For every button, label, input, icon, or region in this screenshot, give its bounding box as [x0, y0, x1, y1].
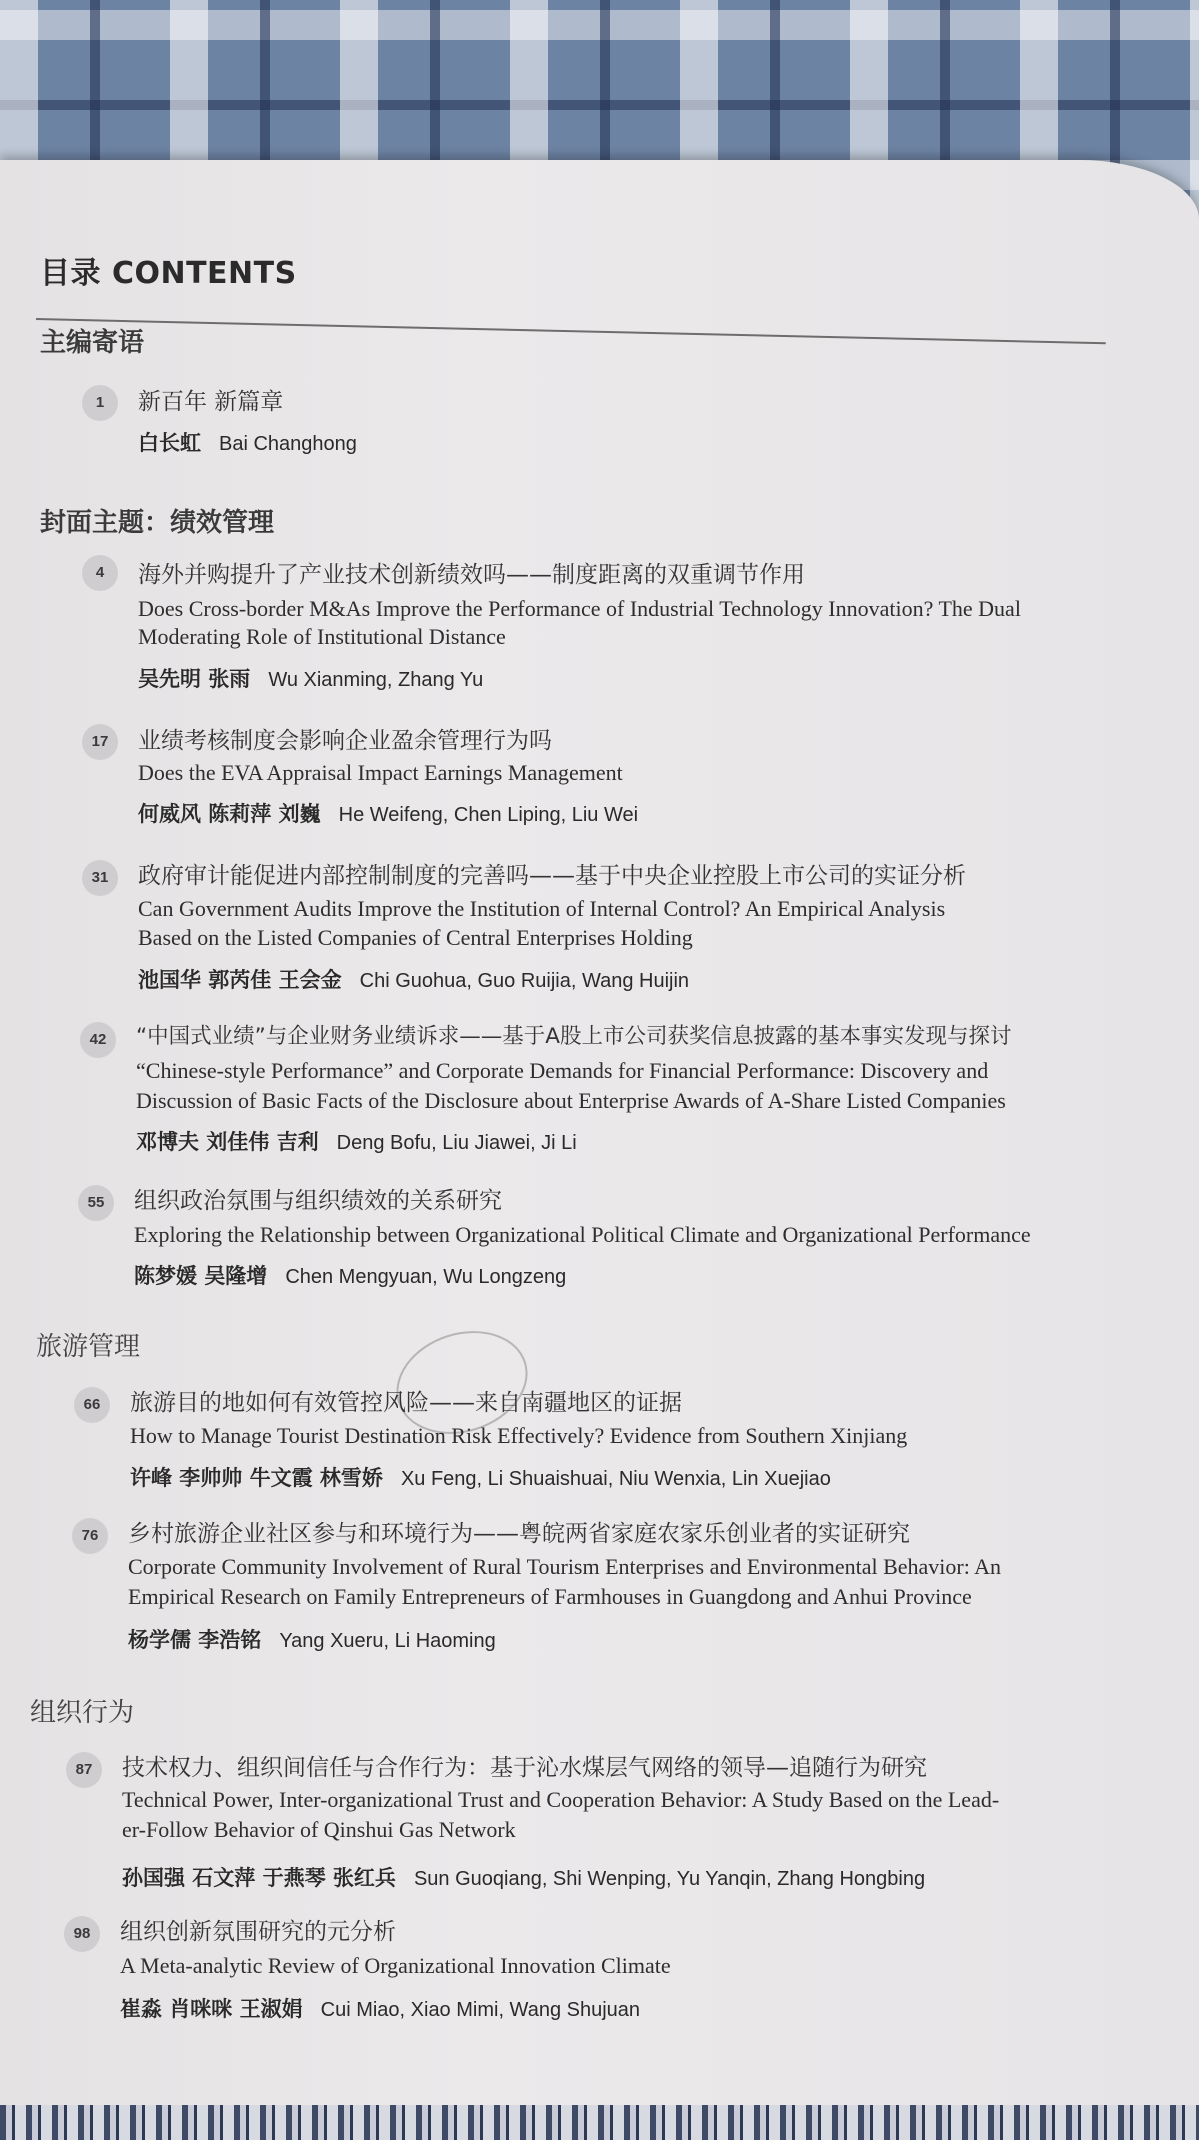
page-number: 42	[80, 1022, 116, 1058]
entry-authors	[134, 1260, 566, 1290]
entry-authors	[138, 964, 689, 994]
entry-title-cn: 组织政治氛围与组织绩效的关系研究	[134, 1188, 502, 1214]
entry-title-cn: 组织创新氛围研究的元分析	[120, 1919, 396, 1945]
page-number: 4	[82, 555, 118, 591]
entry-title-en-line: How to Manage Tourist Destination Risk Effectively? Evidence from Southern Xinjiang	[130, 1423, 908, 1448]
entry-title-en-line: “Chinese-style Performance” and Corporate Demands for Financial Performance: Discovery and	[136, 1058, 989, 1083]
authors-cn: 崔淼 肖咪咪 王淑娟	[120, 1997, 303, 2021]
entry-authors	[138, 663, 483, 693]
page-number: 31	[82, 860, 118, 896]
authors-cn: 陈梦媛 吴隆增	[134, 1264, 268, 1288]
entry-authors	[122, 1862, 925, 1892]
authors-cn: 杨学儒 李浩铭	[128, 1628, 262, 1652]
authors-en: Bai Changhong	[219, 433, 357, 455]
entry-title-en-line: Moderating Role of Institutional Distance	[138, 624, 506, 649]
entry-title-en-line: er-Follow Behavior of Qinshui Gas Network	[122, 1817, 516, 1842]
authors-en: Yang Xueru, Li Haoming	[279, 1630, 496, 1652]
authors-en: Cui Miao, Xiao Mimi, Wang Shujuan	[320, 1999, 641, 2021]
page-number: 1	[82, 385, 118, 421]
entry-authors	[128, 1624, 496, 1654]
page-number: 55	[78, 1185, 114, 1221]
authors-cn: 吴先明 张雨	[138, 667, 251, 691]
entry-title-cn: 业绩考核制度会影响企业盈余管理行为吗	[138, 728, 552, 754]
page-number: 98	[64, 1916, 100, 1952]
section-heading-performance: 封面主题：绩效管理	[40, 508, 275, 538]
authors-en: He Weifeng, Chen Liping, Liu Wei	[338, 804, 639, 826]
page-number: 66	[74, 1387, 110, 1423]
entry-title-cn: 政府审计能促进内部控制制度的完善吗——基于中央企业控股上市公司的实证分析	[138, 863, 966, 889]
entry-title-en-line: A Meta-analytic Review of Organizational Innovation Climate	[120, 1953, 671, 1978]
cloth-edge-strip	[0, 2105, 1199, 2140]
authors-cn: 白长虹	[138, 431, 201, 455]
entry-title-en-line: Exploring the Relationship between Organizational Political Climate and Organizational Performance	[134, 1222, 1031, 1247]
authors-en: Xu Feng, Li Shuaishuai, Niu Wenxia, Lin Xuejiao	[400, 1468, 831, 1490]
section-heading-org-behavior: 组织行为	[30, 1698, 135, 1728]
authors-cn: 许峰 李帅帅 牛文霞 林雪娇	[130, 1466, 383, 1490]
authors-en: Deng Bofu, Liu Jiawei, Ji Li	[336, 1132, 577, 1154]
authors-en: Wu Xianming, Zhang Yu	[268, 669, 484, 691]
entry-authors	[136, 1126, 577, 1156]
authors-cn: 邓博夫 刘佳伟 吉利	[136, 1130, 319, 1154]
entry-title-cn: 新百年 新篇章	[138, 389, 284, 415]
entry-title-en-line: Empirical Research on Family Entrepreneurs of Farmhouses in Guangdong and Anhui Province	[128, 1584, 972, 1609]
entry-title-cn: 乡村旅游企业社区参与和环境行为——粤皖两省家庭农家乐创业者的实证研究	[128, 1521, 910, 1547]
entry-title-en-line: Corporate Community Involvement of Rural Tourism Enterprises and Environmental Behavior: An	[128, 1554, 1002, 1579]
entry-authors	[120, 1993, 640, 2023]
authors-cn: 孙国强 石文萍 于燕琴 张红兵	[122, 1866, 396, 1890]
page-number: 17	[82, 724, 118, 760]
authors-en: Chi Guohua, Guo Ruijia, Wang Huijin	[359, 970, 690, 992]
entry-title-cn: 旅游目的地如何有效管控风险——来自南疆地区的证据	[130, 1390, 682, 1416]
entry-title-en-line: Can Government Audits Improve the Institution of Internal Control? An Empirical Analysis	[138, 896, 946, 921]
page-title: 目录 CONTENTS	[40, 256, 297, 291]
entry-title-en-line: Does the EVA Appraisal Impact Earnings Management	[138, 760, 623, 785]
section-heading-tourism: 旅游管理	[36, 1332, 141, 1362]
authors-cn: 池国华 郭芮佳 王会金	[138, 968, 342, 992]
authors-en: Sun Guoqiang, Shi Wenping, Yu Yanqin, Zhang Hongbing	[413, 1868, 926, 1890]
entry-authors	[130, 1462, 831, 1492]
section-heading-editor-note: 主编寄语	[40, 328, 145, 358]
page-number: 76	[72, 1518, 108, 1554]
entry-title-en-line: Technical Power, Inter-organizational Trust and Cooperation Behavior: A Study Based on the Lead-	[122, 1787, 1000, 1812]
entry-title-en-line: Based on the Listed Companies of Central Enterprises Holding	[138, 925, 693, 950]
authors-en: Chen Mengyuan, Wu Longzeng	[285, 1266, 567, 1288]
entry-title-en-line: Does Cross-border M&As Improve the Performance of Industrial Technology Innovation? The Dual	[138, 596, 1021, 621]
page-number: 87	[66, 1752, 102, 1788]
entry-authors	[138, 427, 357, 457]
entry-title-cn: “中国式业绩”与企业财务业绩诉求——基于A股上市公司获奖信息披露的基本事实发现与探讨	[136, 1024, 1012, 1049]
entry-title-en-line: Discussion of Basic Facts of the Disclosure about Enterprise Awards of A-Share Listed Companies	[136, 1088, 1006, 1113]
entry-title-cn: 技术权力、组织间信任与合作行为：基于沁水煤层气网络的领导—追随行为研究	[122, 1755, 927, 1781]
entry-title-cn: 海外并购提升了产业技术创新绩效吗——制度距离的双重调节作用	[138, 562, 805, 588]
authors-cn: 何威风 陈莉萍 刘巍	[138, 802, 321, 826]
entry-authors	[138, 798, 638, 828]
